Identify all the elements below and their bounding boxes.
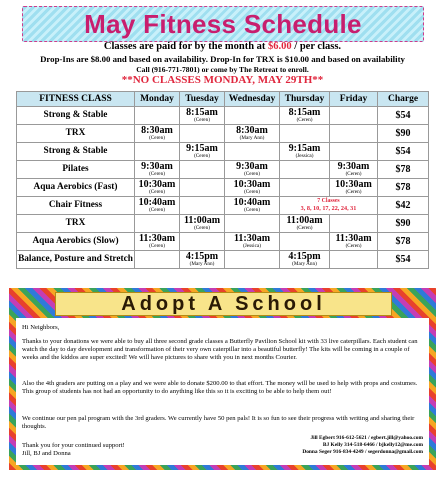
slot-thursday: [280, 215, 330, 233]
slot-friday: [330, 161, 378, 179]
letter-signature: Jill, BJ and Donna: [22, 450, 71, 457]
slot-monday: [135, 143, 180, 161]
slot-monday: [135, 251, 180, 269]
class-time: 10:30am: [233, 178, 271, 190]
slot-thursday: [280, 251, 330, 269]
column-header: Thursday: [280, 92, 330, 107]
class-time: 10:30am: [138, 178, 176, 190]
instructor: (Ceren): [149, 171, 165, 178]
adopt-heading: Adopt A School: [121, 292, 326, 315]
slot-monday: [135, 233, 180, 251]
slot-wednesday: [225, 143, 280, 161]
instructor: (Ceren): [244, 207, 260, 214]
adopt-a-school-section: [9, 288, 436, 470]
class-time: 9:15am: [186, 142, 218, 154]
instructor: (Ceren): [345, 189, 362, 196]
instructor: (Jessica): [295, 153, 314, 160]
slot-tuesday: [180, 143, 225, 161]
class-charge: $90: [378, 125, 429, 143]
instructor: (Ceren): [194, 153, 210, 160]
letter-paragraph: Also the 4th graders are putting on a play and we were able to donate $200.00 to that effort. The money will be used to help with props and costumes. This group of students has not had an opportunity to do anything like this so it is exciting to be able to help them out!: [22, 380, 418, 395]
slot-wednesday: [225, 125, 280, 143]
instructor: (Ceren): [296, 117, 313, 124]
table-header-row: [17, 92, 429, 107]
class-name: Aqua Aerobics (Slow): [17, 233, 135, 251]
instructor: (Ceren): [244, 189, 260, 196]
instructor: (Jessica): [243, 243, 261, 250]
slot-friday: [330, 251, 378, 269]
monthly-price: $6.00: [268, 41, 292, 52]
letter-closing: Thank you for your continued support!: [22, 442, 125, 449]
class-charge: $78: [378, 161, 429, 179]
class-time: 8:30am: [236, 124, 268, 136]
class-charge: $78: [378, 179, 429, 197]
special-class-count: 7 Classes: [317, 198, 340, 204]
slot-thursday: [280, 143, 330, 161]
class-time: 9:30am: [141, 160, 173, 172]
column-header: Charge: [378, 92, 429, 107]
class-name: Strong & Stable: [17, 143, 135, 161]
slot-friday: [330, 125, 378, 143]
table-row: [17, 251, 429, 269]
class-time: 9:30am: [236, 160, 268, 172]
class-time: 10:30am: [335, 178, 372, 190]
class-name: Aqua Aerobics (Fast): [17, 179, 135, 197]
class-time: 11:30am: [138, 232, 176, 244]
instructor: (Mary Ann): [189, 261, 215, 268]
slot-friday: [330, 215, 378, 233]
slot-wednesday: [225, 197, 280, 215]
slot-friday: [330, 143, 378, 161]
class-time: 9:15am: [288, 142, 321, 154]
slot-tuesday: [180, 107, 225, 125]
class-name: Chair Fitness: [17, 197, 135, 215]
slot-monday: [135, 125, 180, 143]
instructor: (Ceren): [149, 189, 165, 196]
class-name: Pilates: [17, 161, 135, 179]
pricing-text-pre: Classes are paid for by the month at: [103, 41, 269, 52]
class-time: 8:15am: [288, 106, 321, 118]
class-time: 4:15pm: [185, 250, 219, 262]
column-header: Monday: [135, 92, 180, 107]
table-row: [17, 107, 429, 125]
adopt-letter: [16, 318, 429, 465]
slot-tuesday: [180, 161, 225, 179]
slot-wednesday: [225, 179, 280, 197]
column-header: Wednesday: [225, 92, 280, 107]
class-name: TRX: [17, 125, 135, 143]
slot-tuesday: [180, 179, 225, 197]
instructor: (Ceren): [149, 243, 165, 250]
pricing-line: [0, 41, 445, 52]
class-charge: $54: [378, 251, 429, 269]
special-class-dates: 3, 8, 10, 17, 22, 24, 31: [300, 204, 357, 212]
class-time: 9:30am: [337, 160, 370, 172]
slot-tuesday: [180, 233, 225, 251]
instructor: (Ceren): [194, 117, 210, 124]
letter-greeting: Hi Neighbors,: [22, 324, 60, 331]
no-classes-notice: **NO CLASSES MONDAY, MAY 29TH**: [121, 74, 324, 86]
class-charge: $78: [378, 233, 429, 251]
slot-thursday: [280, 125, 330, 143]
slot-thursday: [280, 161, 330, 179]
table-row: [17, 179, 429, 197]
contact-item: Jill Egbert 916-612-5621 / egbert.jill@yahoo.com: [310, 435, 423, 441]
drop-in-info: Drop-Ins are $8.00 and based on availability. Drop-In for TRX is $10.00 and based on availability: [40, 54, 405, 64]
slot-monday: [135, 107, 180, 125]
instructor: (Ceren): [296, 225, 313, 232]
slot-monday: [135, 161, 180, 179]
class-charge: $42: [378, 197, 429, 215]
letter-paragraph: We continue our pen pal program with the 3rd graders. We currently have 50 pen pals! It is so fun to see their progress with writing and sharing their thoughts.: [22, 415, 415, 430]
class-time: 11:30am: [335, 232, 372, 244]
slot-wednesday: [225, 233, 280, 251]
chair-fitness-special-dates: [280, 197, 378, 215]
slot-tuesday: [180, 251, 225, 269]
class-time: 11:30am: [233, 232, 271, 244]
class-time: 8:15am: [186, 106, 218, 118]
table-row: [17, 143, 429, 161]
pricing-text-post: / per class.: [291, 41, 342, 52]
table-row: [17, 125, 429, 143]
slot-monday: [135, 215, 180, 233]
class-time: 11:00am: [286, 214, 323, 226]
class-time: 10:40am: [138, 196, 176, 208]
instructor: (Ceren): [194, 225, 210, 232]
class-time: 8:30am: [141, 124, 173, 136]
class-name: TRX: [17, 215, 135, 233]
class-name: Balance, Posture and Stretch: [17, 251, 135, 269]
instructor: (Ceren): [345, 171, 362, 178]
slot-wednesday: [225, 107, 280, 125]
letter-paragraph: Thanks to your donations we were able to buy all three second grade classes a Butterfly Pavilion School kit with 33 live caterpillars. Each student can watch the day to day development and transformation of their very own caterpillar into a beautiful butterfly! The kits will be coming in a couple of weeks and the kiddos are super excited! We will have pictures to share with you in next months Courier.: [22, 338, 418, 361]
table-row: [17, 161, 429, 179]
slot-tuesday: [180, 215, 225, 233]
instructor: (Ceren): [345, 243, 362, 250]
slot-wednesday: [225, 215, 280, 233]
title-banner: [22, 6, 424, 42]
enroll-info: Call (916-771-7801) or come by The Retreat to enroll.: [136, 65, 309, 74]
class-name: Strong & Stable: [17, 107, 135, 125]
class-charge: $90: [378, 215, 429, 233]
column-header: FITNESS CLASS: [17, 92, 135, 107]
instructor: (Mary Ann): [239, 135, 265, 142]
instructor: (Ceren): [244, 171, 260, 178]
contact-item: BJ Kelly 314-518-6466 / bjkelly12@me.com: [322, 442, 423, 448]
table-row: [17, 215, 429, 233]
schedule-table: [16, 91, 429, 269]
class-time: 11:00am: [183, 214, 221, 226]
contact-list: [302, 435, 423, 456]
slot-friday: [330, 233, 378, 251]
slot-friday: [330, 179, 378, 197]
table-row: [17, 197, 429, 215]
slot-tuesday: [180, 197, 225, 215]
slot-friday: [330, 107, 378, 125]
contact-item: Donna Seger 916-834-4249 / segerdonna@gmail.com: [302, 449, 423, 455]
slot-thursday: [280, 179, 330, 197]
class-charge: $54: [378, 143, 429, 161]
table-row: [17, 233, 429, 251]
slot-thursday: [280, 107, 330, 125]
instructor: (Ceren): [149, 207, 165, 214]
slot-thursday: [280, 233, 330, 251]
class-time: 10:40am: [233, 196, 271, 208]
class-charge: $54: [378, 107, 429, 125]
column-header: Tuesday: [180, 92, 225, 107]
slot-monday: [135, 179, 180, 197]
class-time: 4:15pm: [288, 250, 321, 262]
column-header: Friday: [330, 92, 378, 107]
slot-monday: [135, 197, 180, 215]
adopt-heading-banner: [55, 292, 392, 316]
slot-wednesday: [225, 161, 280, 179]
instructor: (Mary Ann): [292, 261, 317, 268]
page-title: May Fitness Schedule: [84, 8, 362, 39]
slot-wednesday: [225, 251, 280, 269]
instructor: (Ceren): [149, 135, 165, 142]
slot-tuesday: [180, 125, 225, 143]
